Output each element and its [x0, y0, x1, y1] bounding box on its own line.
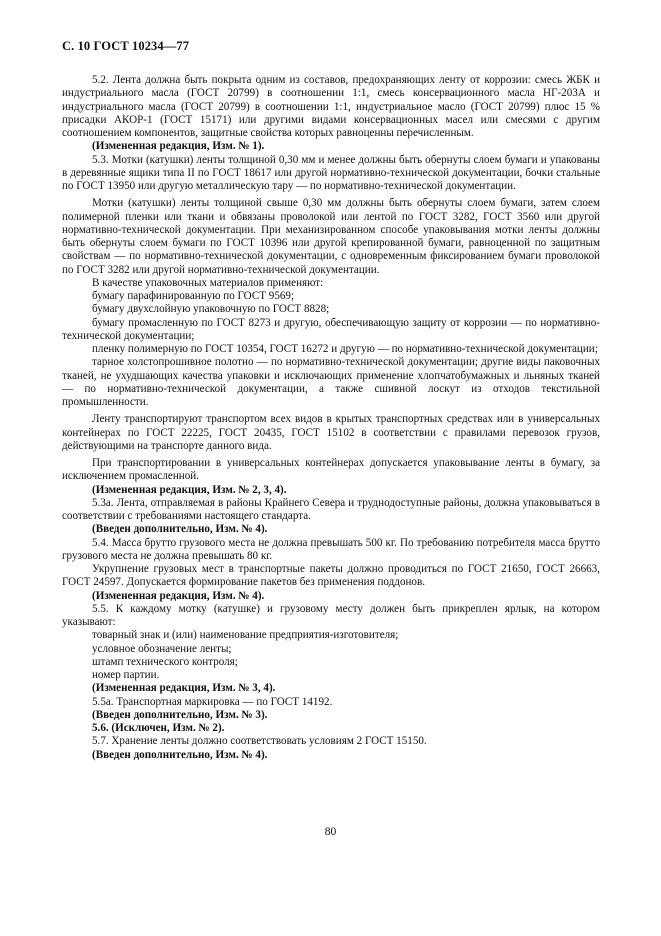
- paragraph: 5.3а. Лента, отправляемая в районы Крайнего Севера и труднодоступные районы, должна упаковываться в соответствии с требованиями настоящего стандарта.: [62, 496, 600, 522]
- paragraph: В качестве упаковочных материалов применяют:: [92, 276, 324, 289]
- page-header: С. 10 ГОСТ 10234—77: [62, 39, 190, 53]
- paragraph: номер партии.: [92, 669, 160, 681]
- paragraph: При транспортировании в универсальных контейнерах допускается упаковывание ленты в бумагу, за исключением промасленной.: [62, 457, 600, 483]
- amendment-note: 5.6. (Исключен, Изм. № 2).: [92, 722, 225, 734]
- amendment-note: (Измененная редакция, Изм. № 4).: [92, 589, 265, 602]
- amendment-note: (Введен дополнительно, Изм. № 4).: [92, 523, 268, 536]
- amendment-note: (Измененная редакция, Изм. № 3, 4).: [92, 682, 276, 695]
- paragraph: бумагу промасленную по ГОСТ 8273 и другую, обеспечивающую защиту от коррозии — по нормативно-технической документации;: [62, 316, 600, 342]
- amendment-note: (Измененная редакция, Изм. № 1).: [92, 140, 265, 153]
- paragraph: 5.7. Хранение ленты должно соответствовать условиям 2 ГОСТ 15150.: [92, 735, 427, 748]
- paragraph: Мотки (катушки) ленты толщиной свыше 0,30 мм должны быть обернуты слоем бумаги, затем слоем полимерной пленки или ткани и обвязаны проволокой или лентой по ГОСТ 3282, ГОСТ 3560 или другой нормативно-технической документации. При механизированном способе упаковывания мотки ленты должны быть обернуты слоем бумаги по ГОСТ 10396 или другой крепированной бумаги, равноценной по защитным свойствам — по нормативно-технической документации, с одновременным фиксированием бумаги проволокой по ГОСТ 3282 или другой нормативно-технической документации.: [62, 197, 600, 276]
- paragraph: 5.4. Масса брутто грузового места не должна превышать 500 кг. По требованию потребителя масса брутто грузового места не должна превышать 80 кг.: [62, 536, 600, 562]
- paragraph: 5.5а. Транспортная маркировка — по ГОСТ 14192.: [92, 695, 333, 708]
- paragraph: 5.3. Мотки (катушки) ленты толщиной 0,30 мм и менее должны быть обернуты слоем бумаги и упакованы в деревянные ящики типа II по ГОСТ 18617 или другой нормативно-технической документации, бочки стальные по ГОСТ 13950 или другую металлическую тару — по нормативно-технической документации.: [62, 153, 600, 192]
- amendment-note: (Измененная редакция, Изм. № 2, 3, 4).: [92, 483, 287, 496]
- page-number: 80: [324, 826, 337, 838]
- paragraph: Укрупнение грузовых мест в транспортные пакеты должно проводиться по ГОСТ 21650, ГОСТ 26663, ГОСТ 24597. Допускается формирование пакетов без применения поддонов.: [62, 563, 600, 589]
- paragraph: пленку полимерную по ГОСТ 10354, ГОСТ 16272 и другую — по нормативно-технической документации;: [92, 343, 598, 355]
- paragraph: Ленту транспортируют транспортом всех видов в крытых транспортных средствах или в универсальных контейнерах по ГОСТ 22225, ГОСТ 20435, ГОСТ 15102 в соответствии с правилами перевозок грузов, действующими на транспорте данного вида.: [62, 413, 600, 452]
- paragraph: бумагу двухслойную упаковочную по ГОСТ 8828;: [92, 303, 330, 316]
- amendment-note: (Введен дополнительно, Изм. № 3).: [92, 708, 268, 721]
- paragraph: штамп технического контроля;: [92, 655, 238, 668]
- paragraph: товарный знак и (или) наименование предприятия-изготовителя;: [92, 629, 399, 642]
- paragraph: условное обозначение ленты;: [92, 642, 232, 655]
- paragraph: тарное холстопрошивное полотно — по нормативно-технической документации; другие виды паковочных тканей, не ухудшающих качества упаковки и исключающих применение хлопчатобумажных и льняных тканей — по нормативно-технической документации, а также сшивной лоскут из отходов текстильной промышленности.: [62, 356, 600, 408]
- document-body: [62, 74, 600, 762]
- paragraph: бумагу парафинированную по ГОСТ 9569;: [92, 290, 295, 302]
- amendment-note: (Введен дополнительно, Изм. № 4).: [92, 748, 268, 761]
- paragraph: 5.5. К каждому мотку (катушке) и грузовому месту должен быть прикреплен ярлык, на котором указывают:: [62, 602, 600, 628]
- paragraph: 5.2. Лента должна быть покрыта одним из составов, предохраняющих ленту от коррозии: смесь ЖБК и индустриального масла (ГОСТ 20799) в соотношении 1:1, смесь консервационного масла НГ-203А и индустриального масла (ГОСТ 20799) в соотношении 1:1, индустриальное масло (ГОСТ 20799) плюс 15 % присадки АКОР-1 (ГОСТ 15171) или другими видами консервационных масел или смесями с другим соотношением компонентов, защитные свойства которых равноценны перечисленным.: [62, 74, 600, 139]
